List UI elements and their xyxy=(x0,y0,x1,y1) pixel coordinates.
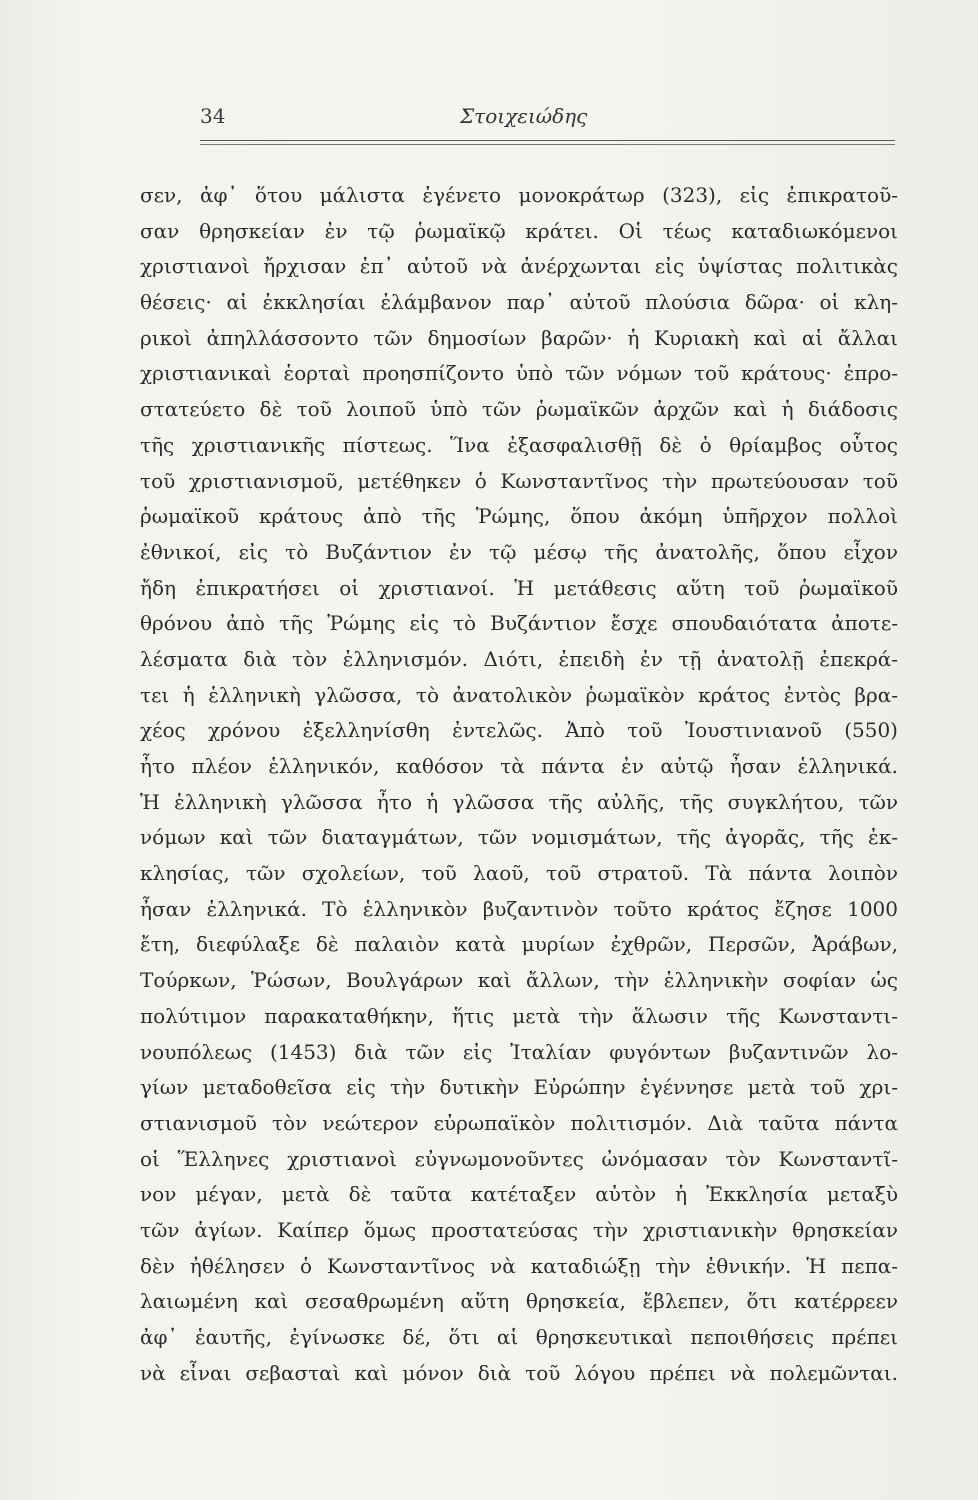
text-line: σεν, ἀφ᾽ ὅτου μάλιστα ἐγένετο μονοκράτωρ (323), εἰς ἐπικρατοῦ- xyxy=(140,183,898,207)
text-line: κλησίας, τῶν σχολείων, τοῦ λαοῦ, τοῦ στρατοῦ. Τὰ πάντα λοιπὸν xyxy=(140,861,898,886)
body-text xyxy=(140,178,898,1391)
text-line: στατεύετο δὲ τοῦ λοιποῦ ὑπὸ τῶν ῥωμαϊκῶν ἀρχῶν καὶ ἡ διάδοσις xyxy=(140,397,898,422)
text-line: τει ἡ ἑλληνικὴ γλῶσσα, τὸ ἀνατολικὸν ῥωμαϊκὸν κράτος ἐντὸς βρα- xyxy=(140,682,898,707)
text-line: χριστιανοὶ ἤρχισαν ἐπ᾽ αὐτοῦ νὰ ἀνέρχωνται εἰς ὑψίστας πολιτικὰς xyxy=(140,254,898,279)
text-line: θέσεις· αἱ ἐκκλησίαι ἐλάμβανον παρ᾽ αὐτοῦ πλούσια δῶρα· οἱ κλη- xyxy=(140,290,898,315)
text-line: θρόνου ἀπὸ τῆς Ῥώμης εἰς τὸ Βυζάντιον ἔσχε σπουδαιότατα ἀποτε- xyxy=(140,611,898,636)
text-line: νουπόλεως (1453) διὰ τῶν εἰς Ἰταλίαν φυγόντων βυζαντινῶν λο- xyxy=(140,1039,898,1064)
text-line: νὰ εἶναι σεβασταὶ καὶ μόνον διὰ τοῦ λόγου πρέπει νὰ πολεμῶνται. xyxy=(140,1360,898,1385)
page-header xyxy=(200,100,895,134)
text-line: ἦτο πλέον ἑλληνικόν, καθόσον τὰ πάντα ἐν αὐτῷ ἦσαν ἑλληνικά. xyxy=(140,754,898,778)
text-line: λαιωμένη καὶ σεσαθρωμένη αὕτη θρησκεία, ἔβλεπεν, ὅτι κατέρρεεν xyxy=(140,1289,898,1314)
text-line: οἱ Ἕλληνες χριστιανοὶ εὐγνωμονοῦντες ὠνόμασαν τὸν Κωνσταντῖ- xyxy=(140,1146,898,1171)
header-rule-secondary xyxy=(200,144,895,145)
text-line: στιανισμοῦ τὸν νεώτερον εὐρωπαϊκὸν πολιτισμόν. Διὰ ταῦτα πάντα xyxy=(140,1110,898,1135)
text-line: τῆς χριστιανικῆς πίστεως. Ἵνα ἐξασφαλισθῇ δὲ ὁ θρίαμβος οὗτος xyxy=(140,432,898,457)
text-line: γίων μεταδοθεῖσα εἰς τὴν δυτικὴν Εὐρώπην ἐγέννησε μετὰ τοῦ χρι- xyxy=(140,1075,898,1100)
text-line: Τούρκων, Ῥώσων, Βουλγάρων καὶ ἄλλων, τὴν ἑλληνικὴν σοφίαν ὡς xyxy=(140,968,898,993)
text-line: ἐθνικοί, εἰς τὸ Βυζάντιον ἐν τῷ μέσῳ τῆς ἀνατολῆς, ὅπου εἶχον xyxy=(140,539,898,564)
text-line: χέος χρόνου ἐξελληνίσθη ἐντελῶς. Ἀπὸ τοῦ Ἰουστινιανοῦ (550) xyxy=(140,718,898,743)
text-line: νον μέγαν, μετὰ δὲ ταῦτα κατέταξεν αὐτὸν ἡ Ἐκκλησία μεταξὺ xyxy=(140,1182,898,1207)
text-line: ῥωμαϊκοῦ κράτους ἀπὸ τῆς Ῥώμης, ὅπου ἀκόμη ὑπῆρχον πολλοὶ xyxy=(140,504,898,529)
text-line: ἤδη ἐπικρατήσει οἱ χριστιανοί. Ἡ μετάθεσις αὕτη τοῦ ῥωμαϊκοῦ xyxy=(140,575,898,600)
running-title: Στοιχειώδης xyxy=(460,104,588,128)
text-line: πολύτιμον παρακαταθήκην, ἥτις μετὰ τὴν ἅλωσιν τῆς Κωνσταντι- xyxy=(140,1003,898,1028)
text-line: ἦσαν ἑλληνικά. Τὸ ἑλληνικὸν βυζαντινὸν τοῦτο κράτος ἔζησε 1000 xyxy=(140,896,898,921)
text-line: ἀφ᾽ ἑαυτῆς, ἐγίνωσκε δέ, ὅτι αἱ θρησκευτικαὶ πεποιθήσεις πρέπει xyxy=(140,1325,898,1349)
text-line: χριστιανικαὶ ἑορταὶ προησπίζοντο ὑπὸ τῶν νόμων τοῦ κράτους· ἐπρο- xyxy=(140,361,898,386)
header-rule xyxy=(200,140,895,141)
page-number: 34 xyxy=(200,104,226,128)
text-line: τοῦ χριστιανισμοῦ, μετέθηκεν ὁ Κωνσταντῖνος τὴν πρωτεύουσαν τοῦ xyxy=(140,468,898,493)
text-line: ἔτη, διεφύλαξε δὲ παλαιὸν κατὰ μυρίων ἐχθρῶν, Περσῶν, Ἀράβων, xyxy=(140,932,898,957)
text-line: Ἡ ἑλληνικὴ γλῶσσα ἦτο ἡ γλῶσσα τῆς αὐλῆς, τῆς συγκλήτου, τῶν xyxy=(140,789,898,814)
text-line: λέσματα διὰ τὸν ἑλληνισμόν. Διότι, ἐπειδὴ ἐν τῇ ἀνατολῇ ἐπεκρά- xyxy=(140,646,898,671)
text-line: δὲν ἠθέλησεν ὁ Κωνσταντῖνος νὰ καταδιώξῃ τὴν ἐθνικήν. Ἡ πεπα- xyxy=(140,1253,898,1278)
text-line: νόμων καὶ τῶν διαταγμάτων, τῶν νομισμάτων, τῆς ἀγορᾶς, τῆς ἐκ- xyxy=(140,825,898,850)
text-line: σαν θρησκείαν ἐν τῷ ῥωμαϊκῷ κράτει. Οἱ τέως καταδιωκόμενοι xyxy=(140,218,898,243)
text-line: ρικοὶ ἀπηλλάσσοντο τῶν δημοσίων βαρῶν· ἡ Κυριακὴ καὶ αἱ ἄλλαι xyxy=(140,325,898,350)
text-line: τῶν ἁγίων. Καίπερ ὅμως προστατεύσας τὴν χριστιανικὴν θρησκείαν xyxy=(140,1217,898,1242)
